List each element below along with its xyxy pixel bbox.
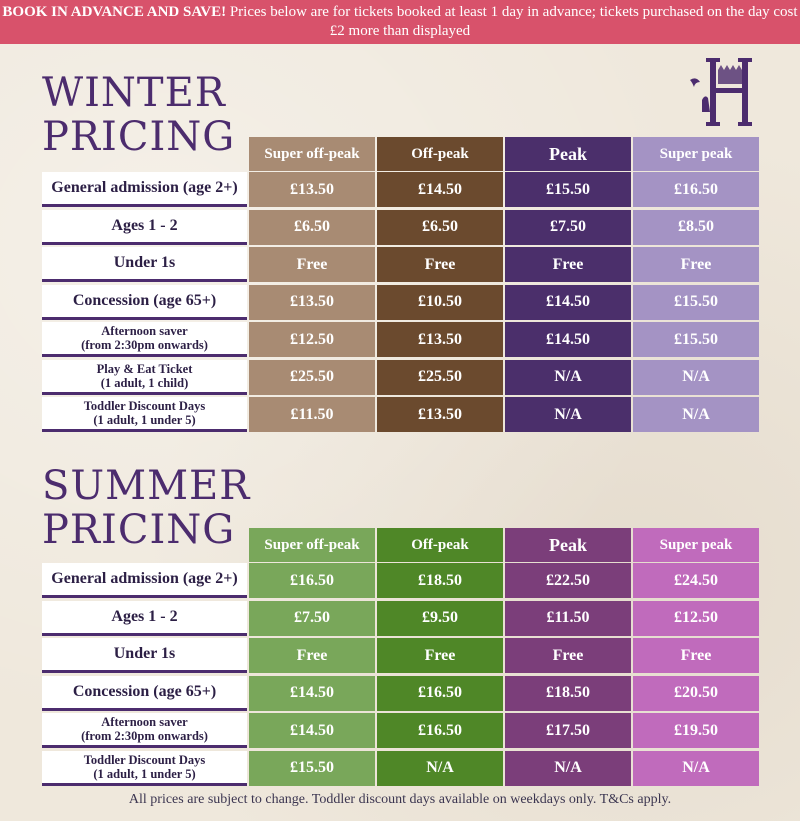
price-cell: £7.50 [505,210,631,245]
summer-col-super-off-peak: Super off-peak [249,528,375,562]
table-row [42,601,765,636]
price-cell: £7.50 [249,601,375,636]
price-cell: £6.50 [377,210,503,245]
price-cell: £11.50 [505,601,631,636]
table-row [42,397,765,432]
price-cell: Free [633,638,759,673]
row-label: Ages 1 - 2 [42,601,247,636]
price-cell: £16.50 [633,172,759,207]
summer-title-line2: PRICING [42,507,236,553]
price-cell: £14.50 [249,713,375,748]
price-cell: N/A [633,397,759,432]
price-cell: £16.50 [377,713,503,748]
price-cell: £13.50 [249,172,375,207]
price-cell: N/A [505,397,631,432]
price-cell: £12.50 [633,601,759,636]
row-label: Concession (age 65+) [42,285,247,320]
price-cell: £22.50 [505,563,631,598]
price-cell: N/A [377,751,503,786]
table-row [42,210,765,245]
row-label: Play & Eat Ticket (1 adult, 1 child) [42,360,247,395]
price-cell: £25.50 [249,360,375,395]
price-cell: N/A [505,360,631,395]
summer-col-peak: Peak [505,528,631,562]
row-label: Toddler Discount Days (1 adult, 1 under 5) [42,751,247,786]
price-cell: N/A [505,751,631,786]
price-cell: Free [505,247,631,282]
price-cell: N/A [633,751,759,786]
table-row [42,751,765,786]
price-cell: £13.50 [249,285,375,320]
price-cell: £9.50 [377,601,503,636]
table-row [42,322,765,357]
price-cell: £14.50 [505,322,631,357]
row-label: Afternoon saver (from 2:30pm onwards) [42,322,247,357]
price-cell: £11.50 [249,397,375,432]
winter-title-line2: PRICING [42,114,236,160]
price-cell: £10.50 [377,285,503,320]
winter-title-line1: WINTER [42,70,226,116]
summer-col-super-peak: Super peak [633,528,759,562]
price-cell: £12.50 [249,322,375,357]
row-label: Ages 1 - 2 [42,210,247,245]
winter-col-super-off-peak: Super off-peak [249,137,375,171]
price-cell: Free [249,638,375,673]
price-cell: £16.50 [249,563,375,598]
table-row [42,676,765,711]
row-label: Under 1s [42,638,247,673]
price-cell: Free [505,638,631,673]
price-cell: £15.50 [249,751,375,786]
table-row [42,172,765,207]
winter-col-peak: Peak [505,137,631,171]
price-cell: £14.50 [377,172,503,207]
price-cell: £24.50 [633,563,759,598]
fairy-castle-logo-icon [680,58,765,128]
price-cell: £18.50 [505,676,631,711]
price-cell: £17.50 [505,713,631,748]
row-label: Under 1s [42,247,247,282]
price-cell: £25.50 [377,360,503,395]
table-row [42,247,765,282]
price-cell: £13.50 [377,322,503,357]
price-cell: £15.50 [633,322,759,357]
banner-headline: BOOK IN ADVANCE AND SAVE! [2,4,227,20]
row-label: Concession (age 65+) [42,676,247,711]
price-cell: Free [633,247,759,282]
summer-header-row [249,528,759,562]
price-cell: N/A [633,360,759,395]
price-cell: £16.50 [377,676,503,711]
winter-col-off-peak: Off-peak [377,137,503,171]
row-label: Toddler Discount Days (1 adult, 1 under 5) [42,397,247,432]
winter-header-row [249,137,759,171]
table-row [42,285,765,320]
table-row [42,638,765,673]
price-cell: Free [249,247,375,282]
advance-booking-banner [0,0,800,44]
price-cell: £13.50 [377,397,503,432]
price-cell: £14.50 [249,676,375,711]
winter-col-super-peak: Super peak [633,137,759,171]
row-label: General admission (age 2+) [42,172,247,207]
footer-note: All prices are subject to change. Toddler discount days available on weekdays only. T&Cs apply. [128,792,672,807]
price-cell: £20.50 [633,676,759,711]
table-row [42,360,765,395]
table-row [42,563,765,598]
summer-title-line1: SUMMER [42,463,251,509]
price-cell: Free [377,638,503,673]
price-cell: £18.50 [377,563,503,598]
price-cell: £6.50 [249,210,375,245]
price-cell: £15.50 [633,285,759,320]
table-row [42,713,765,748]
summer-col-off-peak: Off-peak [377,528,503,562]
price-cell: Free [377,247,503,282]
price-cell: £19.50 [633,713,759,748]
row-label: Afternoon saver (from 2:30pm onwards) [42,713,247,748]
price-cell: £8.50 [633,210,759,245]
row-label: General admission (age 2+) [42,563,247,598]
price-cell: £15.50 [505,172,631,207]
banner-text: Prices below are for tickets booked at least 1 day in advance; tickets purchased on the day cost £2 more than displayed [226,4,798,39]
price-cell: £14.50 [505,285,631,320]
